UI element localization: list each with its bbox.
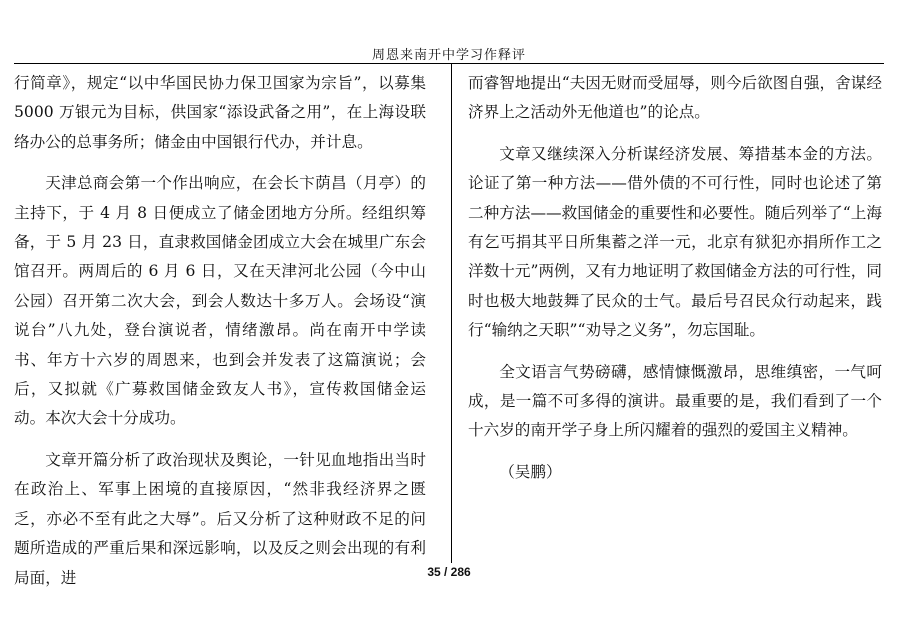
- left-paragraph-1: 行简章》，规定“以中华国民协力保卫国家为宗旨”，以募集5000 万银元为目标，供国家“添设武备之用”，在上海设联络办公的总事务所；储金由中国银行代办，并计息。: [14, 74, 426, 151]
- right-paragraph-3: 全文语言气势磅礴，感情慷慨激昂，思维缜密，一气呵成，是一篇不可多得的演讲。最重要的是，我们看到了一个十六岁的南开学子身上所闪耀着的强烈的爱国主义精神。: [468, 362, 882, 440]
- right-column: [468, 69, 882, 499]
- page-header-title: 周恩来南开中学习作释评: [371, 48, 526, 63]
- page-number: 35 / 286: [427, 565, 471, 579]
- left-column: [14, 69, 426, 605]
- right-paragraph-1: 而睿智地提出“夫因无财而受屈辱，则今后欲图自强，舍谋经济界上之活动外无他道也”的论点。: [468, 74, 882, 122]
- header-rule: [14, 63, 884, 64]
- column-divider: [451, 63, 452, 563]
- right-paragraph-2: 文章又继续深入分析谋经济发展、筹措基本金的方法。论证了第一种方法——借外债的不可行性，同时也论述了第二种方法——救国储金的重要性和必要性。随后列举了“上海有乞丐捐其平日所集蓄之洋一元，北京有狱犯亦捐所作工之洋数十元”两例，又有力地证明了救国储金方法的可行性，同时也极大地鼓舞了民众的士气。最后号召民众行动起来，践行“输纳之天职”“劝导之义务”，勿忘国耻。: [468, 144, 882, 340]
- author-credit: （吴鹏）: [499, 462, 562, 481]
- left-paragraph-3: 文章开篇分析了政治现状及舆论，一针见血地指出当时在政治上、军事上困境的直接原因，“然非我经济界之匮乏，亦必不至有此之大辱”。后又分析了这种财政不足的问题所造成的严重后果和深远影响，以及反之则会出现的有利局面，进: [14, 450, 426, 587]
- left-paragraph-2: 天津总商会第一个作出响应，在会长卞荫昌（月亭）的主持下，于 4 月 8 日便成立了储金团地方分所。经组织筹备，于 5 月 23 日，直隶救国储金团成立大会在城里广东会馆召开。两周后的 6 月 6 日，又在天津河北公园（今中山公园）召开第二次大会，到会人数达十多万人。会场设“演说台”八九处，登台演说者，情绪激昂。尚在南开中学读书、年方十六岁的周恩来，也到会并发表了这篇演说；会后，又拟就《广募救国储金致友人书》，宣传救国储金运动。本次大会十分成功。: [14, 174, 426, 428]
